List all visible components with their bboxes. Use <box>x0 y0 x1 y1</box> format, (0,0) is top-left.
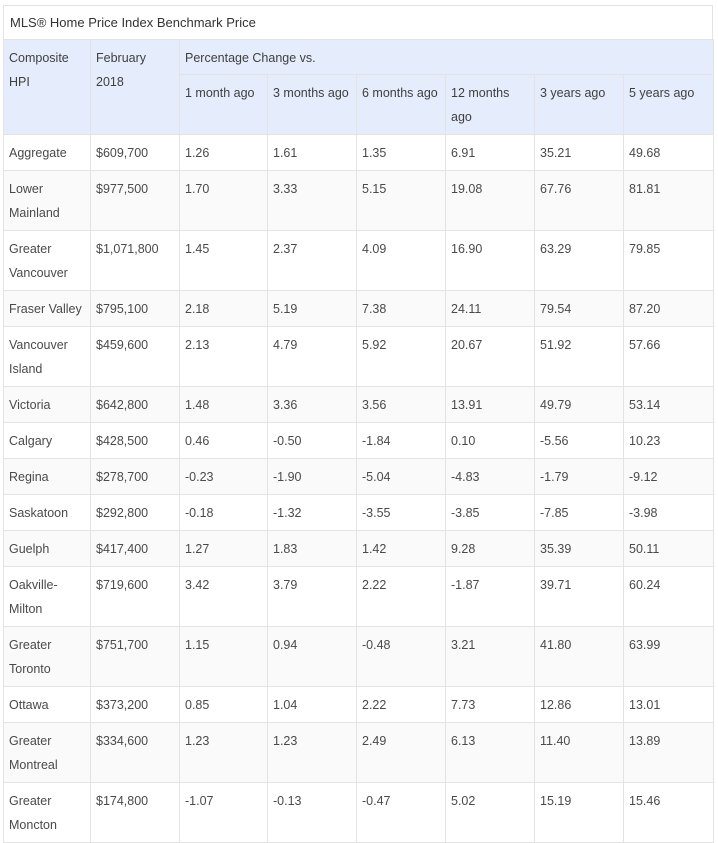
table-row <box>4 531 714 567</box>
row-change: 5.19 <box>268 291 357 327</box>
table-row <box>4 291 714 327</box>
row-change: -7.85 <box>535 495 624 531</box>
row-price: $977,500 <box>91 171 180 231</box>
row-change: 13.91 <box>446 387 535 423</box>
row-change: 63.99 <box>624 627 714 687</box>
row-change: 53.14 <box>624 387 714 423</box>
row-price: $751,700 <box>91 627 180 687</box>
row-change: 1.15 <box>180 627 268 687</box>
row-region: Ottawa <box>4 687 91 723</box>
row-change: 35.21 <box>535 135 624 171</box>
row-region: Greater Vancouver <box>4 231 91 291</box>
row-change: 1.23 <box>268 723 357 783</box>
row-change: 3.56 <box>357 387 446 423</box>
row-change: 19.08 <box>446 171 535 231</box>
table-row <box>4 459 714 495</box>
row-price: $278,700 <box>91 459 180 495</box>
row-change: 7.38 <box>357 291 446 327</box>
row-change: -3.98 <box>624 495 714 531</box>
row-change: -0.48 <box>357 627 446 687</box>
row-change: 4.09 <box>357 231 446 291</box>
row-change: 0.10 <box>446 423 535 459</box>
row-change: 3.36 <box>268 387 357 423</box>
row-change: 60.24 <box>624 567 714 627</box>
row-change: -0.23 <box>180 459 268 495</box>
row-change: 6.91 <box>446 135 535 171</box>
row-region: Greater Toronto <box>4 627 91 687</box>
header-percentage-change: Percentage Change vs. <box>180 40 714 75</box>
row-change: 3.33 <box>268 171 357 231</box>
row-change: -4.83 <box>446 459 535 495</box>
header-period: 5 years ago <box>624 75 714 135</box>
benchmark-table <box>3 39 714 843</box>
row-change: 2.18 <box>180 291 268 327</box>
row-change: 7.73 <box>446 687 535 723</box>
row-change: -1.07 <box>180 783 268 843</box>
row-change: 1.26 <box>180 135 268 171</box>
row-change: 20.67 <box>446 327 535 387</box>
row-change: 9.28 <box>446 531 535 567</box>
table-row <box>4 135 714 171</box>
header-period: 3 years ago <box>535 75 624 135</box>
row-region: Greater Montreal <box>4 723 91 783</box>
row-change: -5.56 <box>535 423 624 459</box>
row-region: Vancouver Island <box>4 327 91 387</box>
header-period: 12 months ago <box>446 75 535 135</box>
row-change: 81.81 <box>624 171 714 231</box>
row-change: -1.90 <box>268 459 357 495</box>
row-change: 15.19 <box>535 783 624 843</box>
row-change: 5.15 <box>357 171 446 231</box>
table-row <box>4 171 714 231</box>
row-change: -5.04 <box>357 459 446 495</box>
row-change: 49.68 <box>624 135 714 171</box>
row-change: 39.71 <box>535 567 624 627</box>
row-change: 3.21 <box>446 627 535 687</box>
header-composite: Composite HPI <box>4 40 91 135</box>
row-price: $642,800 <box>91 387 180 423</box>
header-period: 1 month ago <box>180 75 268 135</box>
row-change: 16.90 <box>446 231 535 291</box>
row-change: -0.18 <box>180 495 268 531</box>
row-region: Fraser Valley <box>4 291 91 327</box>
row-change: 5.92 <box>357 327 446 387</box>
table-row <box>4 423 714 459</box>
header-period: 6 months ago <box>357 75 446 135</box>
table-row <box>4 567 714 627</box>
row-change: 2.22 <box>357 567 446 627</box>
row-region: Regina <box>4 459 91 495</box>
row-change: -1.32 <box>268 495 357 531</box>
table-row <box>4 231 714 291</box>
row-change: 13.01 <box>624 687 714 723</box>
row-price: $373,200 <box>91 687 180 723</box>
row-region: Aggregate <box>4 135 91 171</box>
row-change: 1.70 <box>180 171 268 231</box>
row-region: Oakville-Milton <box>4 567 91 627</box>
row-change: 1.23 <box>180 723 268 783</box>
row-change: 41.80 <box>535 627 624 687</box>
row-change: 79.85 <box>624 231 714 291</box>
row-price: $428,500 <box>91 423 180 459</box>
row-region: Saskatoon <box>4 495 91 531</box>
row-price: $795,100 <box>91 291 180 327</box>
row-change: 1.45 <box>180 231 268 291</box>
row-change: 0.85 <box>180 687 268 723</box>
row-change: 4.79 <box>268 327 357 387</box>
row-change: 3.79 <box>268 567 357 627</box>
table-row <box>4 723 714 783</box>
row-region: Guelph <box>4 531 91 567</box>
row-price: $334,600 <box>91 723 180 783</box>
row-change: 6.13 <box>446 723 535 783</box>
row-change: 2.13 <box>180 327 268 387</box>
row-change: 10.23 <box>624 423 714 459</box>
row-change: -9.12 <box>624 459 714 495</box>
row-price: $292,800 <box>91 495 180 531</box>
row-region: Lower Mainland <box>4 171 91 231</box>
row-change: 87.20 <box>624 291 714 327</box>
row-price: $174,800 <box>91 783 180 843</box>
row-change: -3.55 <box>357 495 446 531</box>
row-change: 1.83 <box>268 531 357 567</box>
row-change: 1.35 <box>357 135 446 171</box>
row-change: -3.85 <box>446 495 535 531</box>
row-change: 5.02 <box>446 783 535 843</box>
row-change: -1.79 <box>535 459 624 495</box>
row-change: 67.76 <box>535 171 624 231</box>
row-change: 15.46 <box>624 783 714 843</box>
row-change: 51.92 <box>535 327 624 387</box>
table-header <box>4 40 714 135</box>
row-change: 0.46 <box>180 423 268 459</box>
row-change: 1.48 <box>180 387 268 423</box>
row-change: -0.13 <box>268 783 357 843</box>
row-change: -1.87 <box>446 567 535 627</box>
row-change: 0.94 <box>268 627 357 687</box>
table-row <box>4 387 714 423</box>
row-change: -0.47 <box>357 783 446 843</box>
row-region: Victoria <box>4 387 91 423</box>
row-price: $417,400 <box>91 531 180 567</box>
row-change: 2.37 <box>268 231 357 291</box>
row-change: 35.39 <box>535 531 624 567</box>
row-change: 12.86 <box>535 687 624 723</box>
row-price: $719,600 <box>91 567 180 627</box>
row-price: $1,071,800 <box>91 231 180 291</box>
row-change: 57.66 <box>624 327 714 387</box>
table-body <box>4 135 714 843</box>
header-period: 3 months ago <box>268 75 357 135</box>
row-change: 3.42 <box>180 567 268 627</box>
row-region: Calgary <box>4 423 91 459</box>
row-price: $609,700 <box>91 135 180 171</box>
row-change: 1.61 <box>268 135 357 171</box>
row-change: 24.11 <box>446 291 535 327</box>
row-price: $459,600 <box>91 327 180 387</box>
row-change: 1.04 <box>268 687 357 723</box>
row-change: -1.84 <box>357 423 446 459</box>
row-region: Greater Moncton <box>4 783 91 843</box>
table-caption: MLS® Home Price Index Benchmark Price <box>3 5 713 39</box>
header-month: February 2018 <box>91 40 180 135</box>
row-change: 1.27 <box>180 531 268 567</box>
table-row <box>4 783 714 843</box>
row-change: 49.79 <box>535 387 624 423</box>
row-change: 1.42 <box>357 531 446 567</box>
benchmark-table-container <box>3 5 713 843</box>
table-row <box>4 495 714 531</box>
row-change: 50.11 <box>624 531 714 567</box>
row-change: 2.22 <box>357 687 446 723</box>
table-row <box>4 687 714 723</box>
row-change: 11.40 <box>535 723 624 783</box>
table-row <box>4 627 714 687</box>
row-change: -0.50 <box>268 423 357 459</box>
table-row <box>4 327 714 387</box>
row-change: 13.89 <box>624 723 714 783</box>
row-change: 63.29 <box>535 231 624 291</box>
row-change: 2.49 <box>357 723 446 783</box>
row-change: 79.54 <box>535 291 624 327</box>
